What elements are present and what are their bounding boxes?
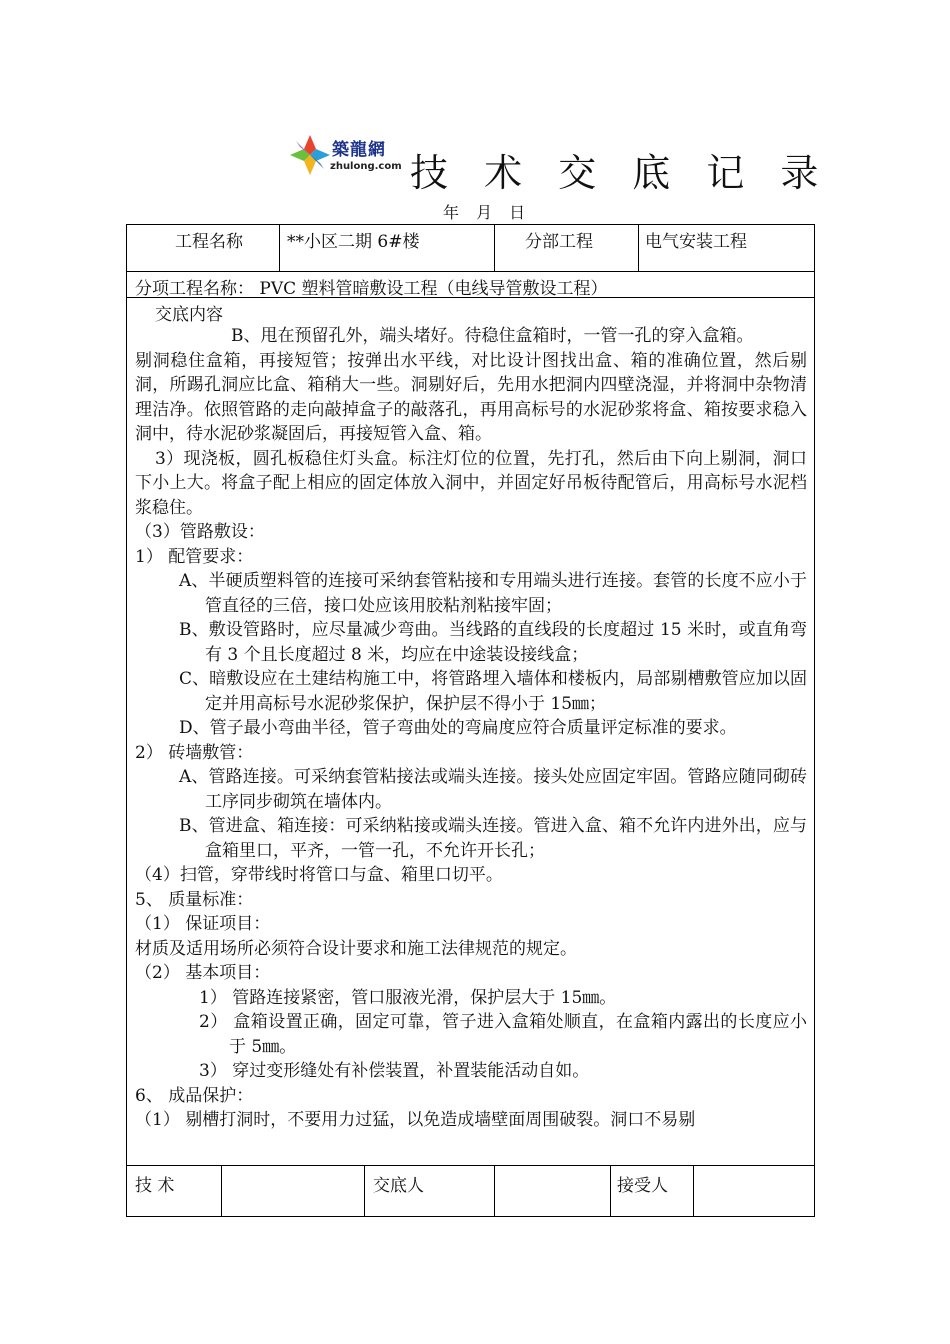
content-paragraph: 3）现浇板，圆孔板稳住灯头盒。标注灯位的位置，先打孔，然后由下向上剔洞，洞口下小上大。将盒子配上相应的固定体放入洞中，并固定好吊板待配管后，用高标号水泥档浆稳住。	[135, 448, 807, 518]
content-paragraph: B、甩在预留孔外，端头堵好。待稳住盒箱时，一管一孔的穿入盒箱。	[231, 326, 754, 346]
content-paragraph: B、管进盒、箱连接：可采纳粘接或端头连接。管进入盒、箱不允许内进外出，应与盒箱里口，平齐，一管一孔，不允许开长孔；	[179, 816, 807, 861]
subitem-name: 分项工程名称： PVC 塑料管暗敷设工程（电线导管敷设工程）	[135, 279, 608, 299]
project-name-value: **小区二期 6#楼	[287, 232, 420, 252]
content-paragraph: 2） 盒箱设置正确，固定可靠，管子进入盒箱处顺直，在盒箱内露出的长度应小于 5㎜。	[199, 1012, 807, 1057]
content-label: 交底内容	[155, 305, 223, 325]
zhulong-logo	[288, 133, 408, 185]
content-paragraph: A、管路连接。可采纳套管粘接法或端头连接。接头处应固定牢固。管路应随同砌砖工序同步砌筑在墙体内。	[179, 767, 807, 812]
disclosure-table	[126, 224, 815, 1217]
document-title: 技 术 交 底 记 录	[410, 151, 831, 195]
content-paragraph: A、半硬质塑料管的连接可采纳套管粘接和专用端头进行连接。套管的长度不应小于管直径的三倍，接口处应该用胶粘剂粘接牢固；	[179, 571, 807, 616]
pinwheel-logo-icon	[288, 133, 332, 177]
footer-discloser-label: 交底人	[373, 1176, 424, 1196]
content-paragraph: （1） 保证项目：	[135, 914, 271, 934]
footer-tech-label: 技 术	[135, 1176, 175, 1196]
content-paragraph: （2） 基本项目：	[135, 963, 271, 983]
content-paragraph: （3）管路敷设：	[135, 522, 265, 542]
content-paragraph: 3） 穿过变形缝处有补偿装置，补置装能活动自如。	[199, 1061, 590, 1081]
logo-chinese-text: 築龍網	[332, 140, 386, 160]
disclosure-content	[135, 324, 807, 1133]
content-paragraph: C、暗敷设应在土建结构施工中，将管路埋入墙体和楼板内，局部剔槽敷管应加以固定并用高标号水泥砂浆保护，保护层不得小于 15㎜；	[179, 669, 807, 714]
content-paragraph: 5、 质量标准：	[135, 889, 254, 910]
content-paragraph: 6、 成品保护：	[135, 1085, 254, 1106]
content-paragraph: （4）扫管，穿带线时将管口与盒、箱里口切平。	[135, 865, 503, 885]
division-value: 电气安装工程	[645, 232, 747, 252]
content-paragraph: 1） 配管要求：	[135, 546, 254, 567]
division-label: 分部工程	[525, 232, 593, 252]
content-paragraph: （1） 剔槽打洞时，不要用力过猛，以免造成墙壁面周围破裂。洞口不易剔	[135, 1110, 696, 1130]
content-paragraph: B、敷设管路时，应尽量减少弯曲。当线路的直线段的长度超过 15 米时，或直角弯有 3 个且长度超过 8 米，均应在中途装设接线盒；	[179, 620, 807, 665]
content-paragraph: 材质及适用场所必须符合设计要求和施工法律规范的规定。	[135, 938, 577, 959]
logo-domain-text: zhulong.com	[330, 161, 402, 172]
project-name-label: 工程名称	[175, 232, 243, 252]
content-paragraph: 1） 管路连接紧密，管口服液光滑，保护层大于 15㎜。	[199, 987, 617, 1008]
content-paragraph: 剔洞稳住盒箱，再接短管；按弹出水平线，对比设计图找出盒、箱的准确位置，然后剔洞，所踢孔洞应比盒、箱稍大一些。洞剔好后，先用水把洞内四壁浇湿，并将洞中杂物清理洁净。依照管路的走向敲掉盒子的敲落孔，再用高标号的水泥砂浆将盒、箱按要求稳入洞中，待水泥砂浆凝固后，再接短管入盒、箱。	[135, 350, 807, 444]
content-paragraph: 2） 砖墙敷管：	[135, 742, 254, 763]
content-paragraph: D、管子最小弯曲半径，管子弯曲处的弯扁度应符合质量评定标准的要求。	[179, 718, 737, 738]
date-line: 年 月 日	[443, 203, 526, 222]
footer-receiver-label: 接受人	[617, 1176, 668, 1196]
